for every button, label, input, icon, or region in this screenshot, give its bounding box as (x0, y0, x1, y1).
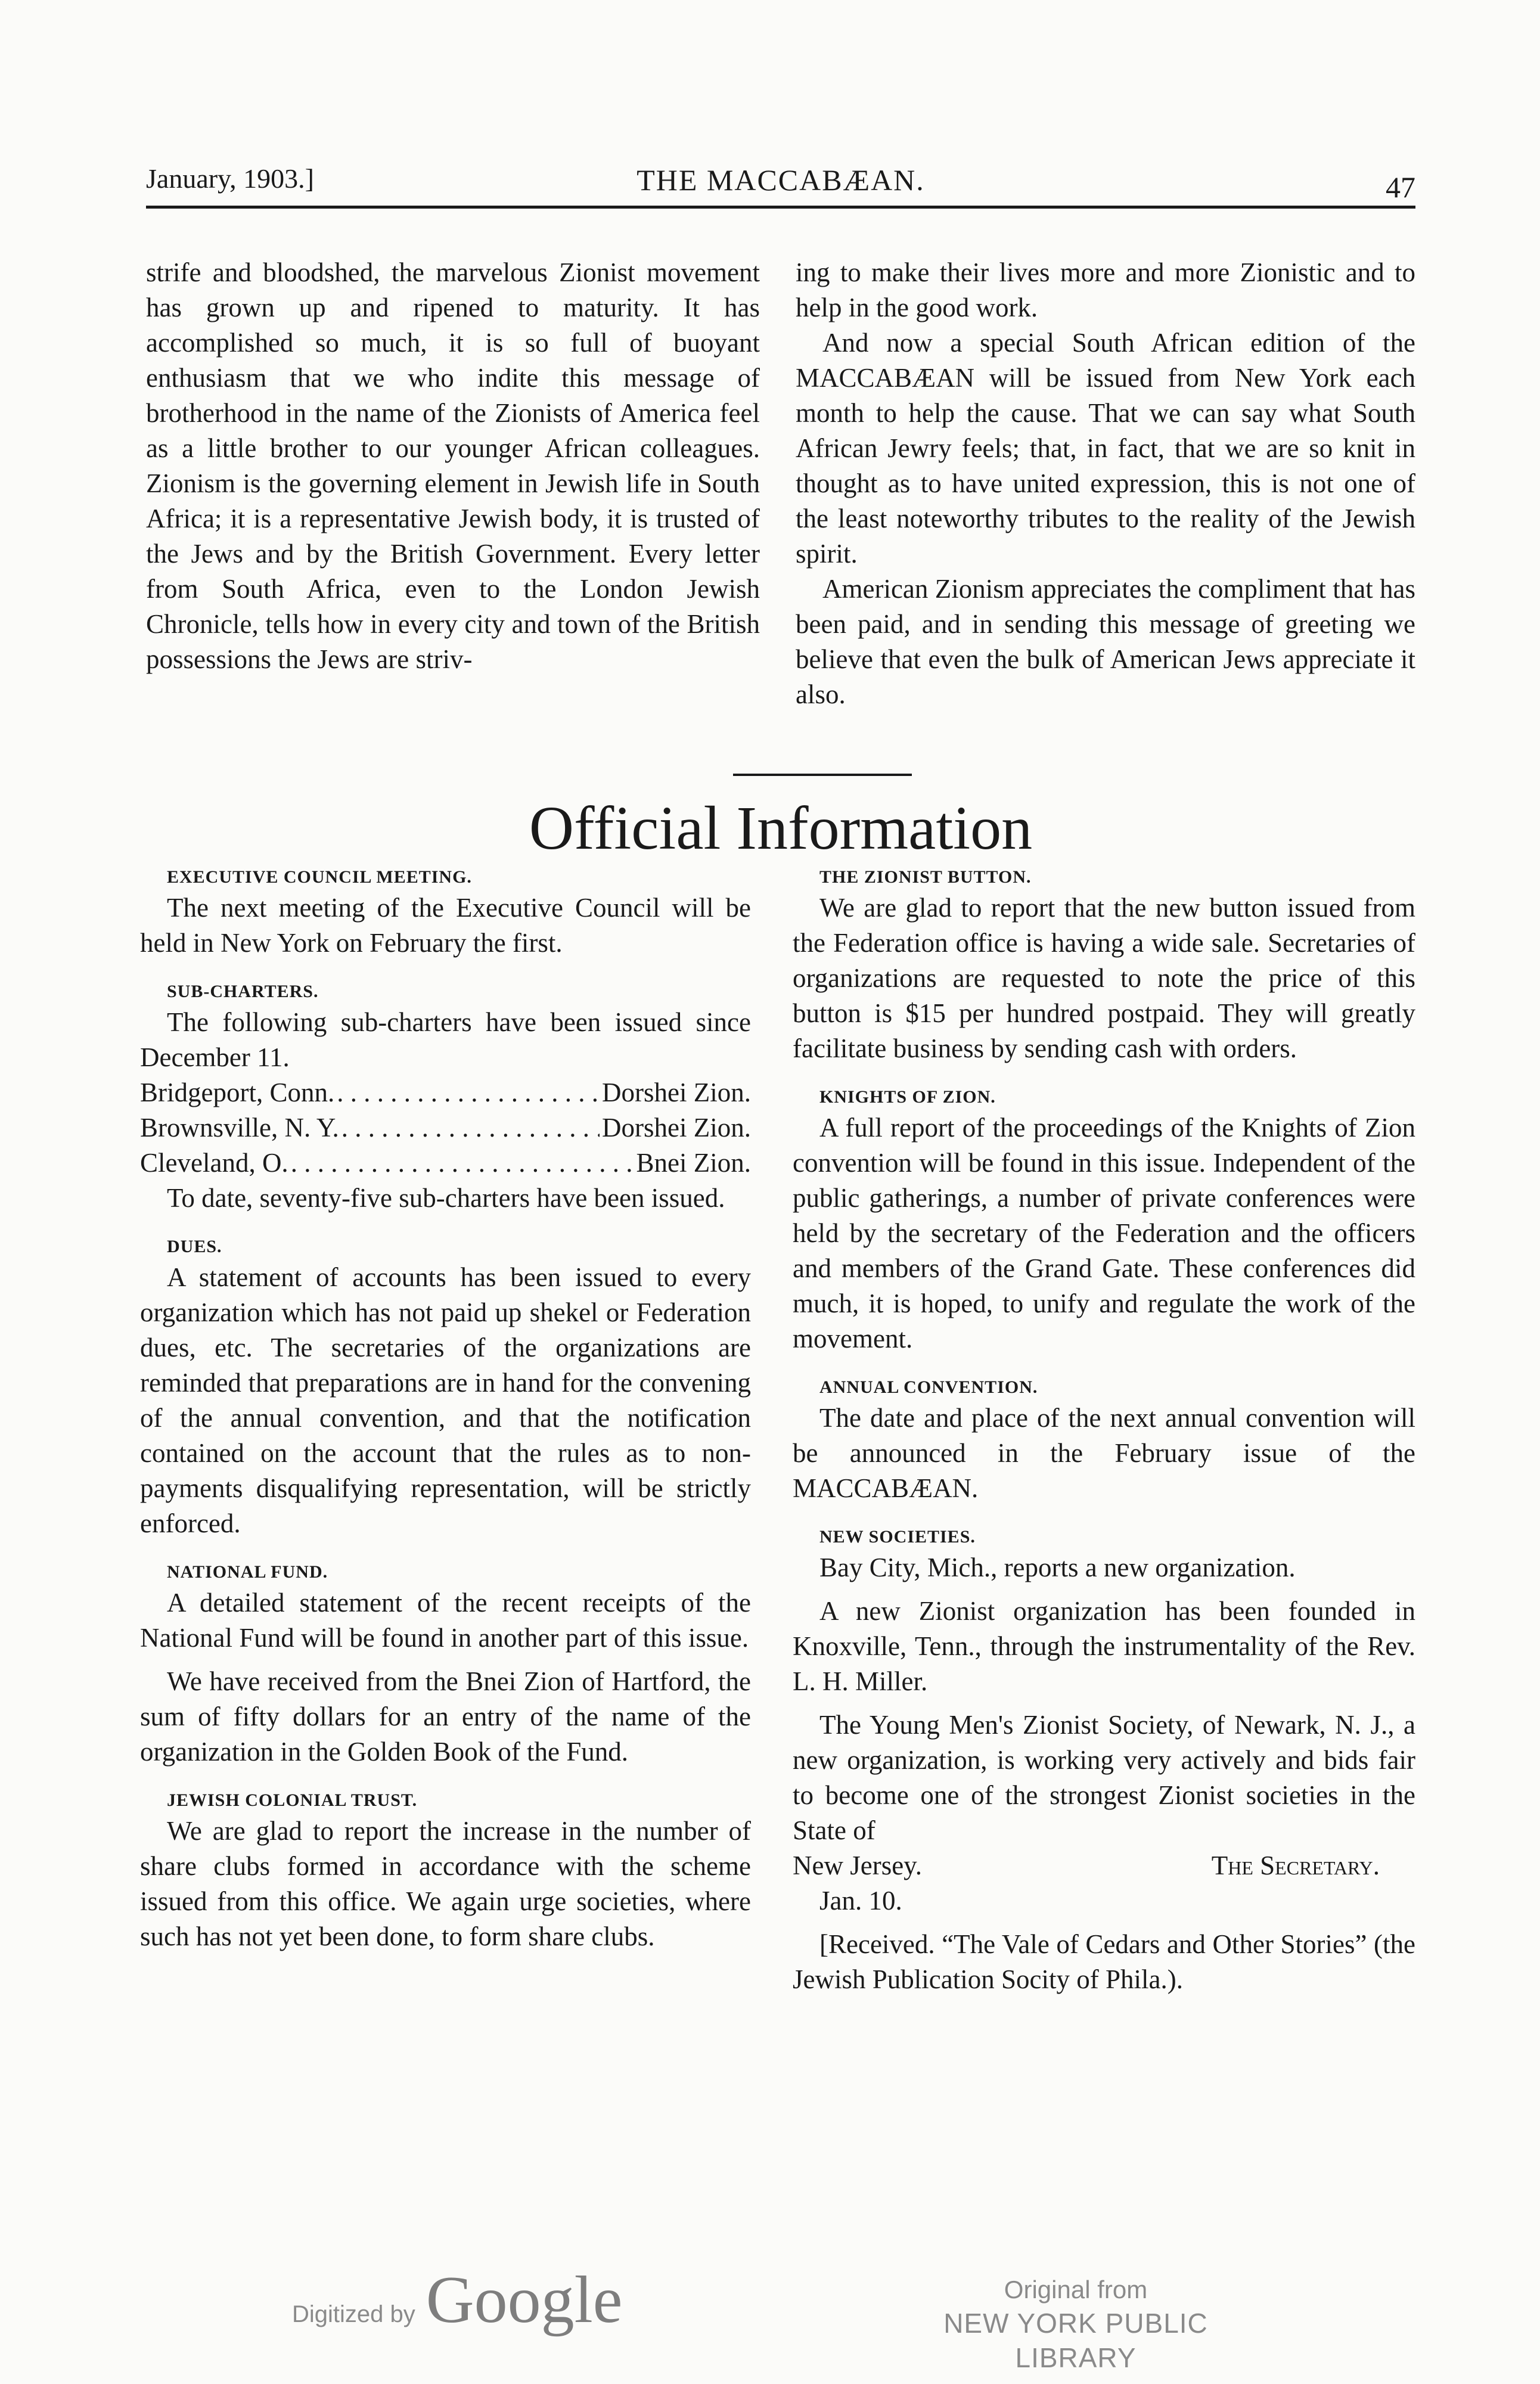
charter-entry (140, 1075, 751, 1110)
section-heading: THE ZIONIST BUTTON. (819, 867, 1032, 887)
paragraph: Bay City, Mich., reports a new organization. (819, 1553, 1296, 1582)
digitized-credit (292, 2262, 623, 2337)
page-number: 47 (1386, 170, 1415, 204)
section-title: Official Information (529, 794, 1033, 862)
paragraph: A detailed statement of the recent receipts of the National Fund will be found in another part of this issue. (140, 1588, 751, 1653)
official-right-column (793, 864, 1415, 1997)
received-note: [Received. “The Vale of Cedars and Other Stories” (the Jewish Publication Socity of Phila.). (793, 1929, 1415, 1994)
charter-name: Dorshei Zion. (602, 1113, 751, 1143)
paragraph: The following sub-charters have been issued since December 11. (140, 1007, 751, 1072)
digitized-by-label: Digitized by (292, 2301, 415, 2327)
google-logo: Google (426, 2263, 623, 2337)
charter-entry (140, 1146, 751, 1181)
paragraph: And now a special South African edition of the MACCABÆAN will be issued from New York each month to help the cause. That we can say what South African Jewry feels; that, in fact, that we are so knit in thought as to have united expression, this is not one of the least noteworthy tributes to the reality of the Jewish spirit. (796, 328, 1415, 569)
charter-name: Bnei Zion. (636, 1148, 751, 1178)
charter-place: Bridgeport, Conn. (140, 1078, 335, 1107)
section-heading: JEWISH COLONIAL TRUST. (167, 1790, 418, 1810)
charter-name: Dorshei Zion. (602, 1078, 751, 1107)
paragraph: To date, seventy-five sub-charters have been issued. (167, 1183, 725, 1213)
section-heading: NEW SOCIETIES. (819, 1527, 976, 1547)
dot-leader (341, 1110, 600, 1146)
section-heading: SUB-CHARTERS. (167, 982, 319, 1001)
paragraph-end: New Jersey. (793, 1851, 923, 1880)
official-left-column (140, 864, 751, 1954)
top-left-column (146, 255, 760, 677)
header-date: January, 1903.] (146, 163, 314, 194)
signature-date: Jan. 10. (819, 1886, 902, 1916)
library-name: NEW YORK PUBLIC LIBRARY (943, 2308, 1208, 2373)
paragraph: A new Zionist organization has been founded in Knoxville, Tenn., through the instrumentality of the Rev. L. H. Miller. (793, 1596, 1415, 1696)
section-heading: DUES. (167, 1237, 222, 1256)
section-heading: NATIONAL FUND. (167, 1562, 328, 1582)
paragraph: The date and place of the next annual convention will be announced in the February issue of the MACCABÆAN. (793, 1403, 1415, 1503)
paragraph: The next meeting of the Executive Council will be held in New York on February the first. (140, 893, 751, 958)
dot-leader (291, 1146, 634, 1181)
paragraph: A full report of the proceedings of the Knights of Zion convention will be found in this issue. Independent of the public gatherings, a number of private conferences were held by the secretary of the Federation and the officers and members of the Grand Gate. These conferences did much, it is hoped, to unify and regulate the work of the movement. (793, 1113, 1415, 1354)
paragraph: ing to make their lives more and more Zionistic and to help in the good work. (796, 257, 1415, 322)
paragraph: A statement of accounts has been issued to every organization which has not paid up shekel or Federation dues, etc. The secretaries of the organizations are reminded that preparations are in hand for the convening of the annual convention, and that the notification contained on the account that the rules as to non-payments disqualifying representation, will be strictly enforced. (140, 1262, 751, 1538)
signature: The Secretary. (1211, 1851, 1380, 1880)
section-heading: EXECUTIVE COUNCIL MEETING. (167, 867, 472, 887)
signature-line (793, 1848, 1415, 1883)
header-title: THE MACCABÆAN. (637, 163, 925, 197)
charter-place: Brownsville, N. Y. (140, 1113, 339, 1143)
original-from-label: Original from (1004, 2276, 1148, 2304)
paragraph: The Young Men's Zionist Society, of Newark, N. J., a new organization, is working very actively and bids fair to become one of the strongest Zionist societies in the State of (793, 1710, 1415, 1845)
section-heading: KNIGHTS OF ZION. (819, 1087, 996, 1107)
dot-leader (337, 1075, 600, 1110)
paragraph: We are glad to report that the new button issued from the Federation office is having a wide sale. Secretaries of organizations are requested to note the price of this button is $15 per hundred postpaid. They will greatly facilitate business by sending cash with orders. (793, 893, 1415, 1063)
paragraph: We have received from the Bnei Zion of Hartford, the sum of fifty dollars for an entry of the name of the organization in the Golden Book of the Fund. (140, 1666, 751, 1767)
paragraph: strife and bloodshed, the marvelous Zionist movement has grown up and ripened to maturity. It has accomplished so much, it is so full of buoyant enthusiasm that we who indite this message of brotherhood in the name of the Zionists of America feel as a little brother to our younger African colleagues. Zionism is the governing element in Jewish life in South Africa; it is a representative Jewish body, it is trusted of the Jews and by the British Government. Every letter from South Africa, even to the London Jewish Chronicle, tells how in every city and town of the British possessions the Jews are striv- (146, 257, 760, 674)
section-heading: ANNUAL CONVENTION. (819, 1377, 1038, 1397)
top-right-column (796, 255, 1415, 712)
charter-entry (140, 1110, 751, 1146)
running-header (146, 152, 1415, 209)
paragraph: We are glad to report the increase in the number of share clubs formed in accordance with the scheme issued from this office. We again urge societies, where such has not yet been done, to form share clubs. (140, 1816, 751, 1951)
charter-place: Cleveland, O. (140, 1148, 288, 1178)
section-divider (733, 774, 912, 776)
paragraph: American Zionism appreciates the compliment that has been paid, and in sending this message of greeting we believe that even the bulk of American Jews appreciate it also. (796, 574, 1415, 709)
original-source (885, 2274, 1266, 2375)
